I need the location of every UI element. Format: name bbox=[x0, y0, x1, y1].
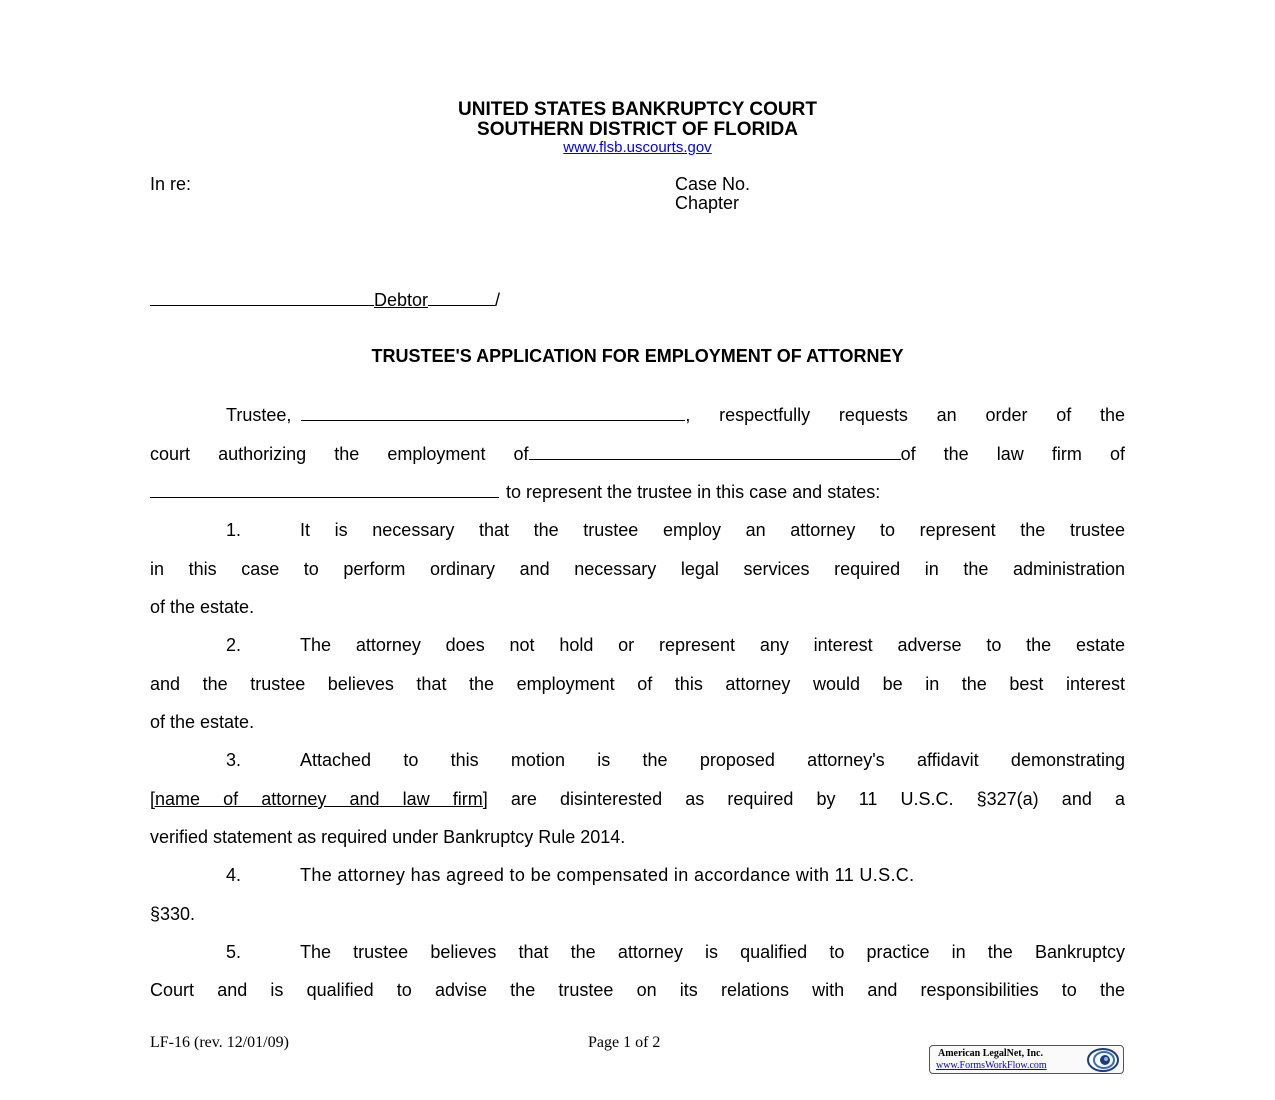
debtor-label: Debtor bbox=[374, 290, 429, 310]
paragraph-1-line-1 bbox=[150, 519, 1125, 541]
paragraph-2-line-2: and the trustee believes that the employment of this attorney would be in the best interest bbox=[150, 674, 1125, 694]
in-re-label: In re: bbox=[150, 174, 192, 194]
paragraph-4-line-1 bbox=[150, 864, 1125, 886]
form-id: LF-16 (rev. 12/01/09) bbox=[150, 1034, 289, 1051]
debtor-name-blank[interactable] bbox=[150, 289, 374, 306]
chapter-label: Chapter bbox=[675, 193, 740, 213]
paragraph-5-text: The trustee believes that the attorney is qualified to practice in the Bankruptcy bbox=[300, 942, 1125, 962]
paragraph-4-number: 4. bbox=[226, 865, 242, 885]
paragraph-3-line-3: verified statement as required under Bankruptcy Rule 2014. bbox=[150, 827, 626, 847]
paragraph-2-number: 2. bbox=[226, 635, 242, 655]
publisher-url[interactable]: www.FormsWorkFlow.com bbox=[936, 1060, 1047, 1071]
case-no-label: Case No. bbox=[675, 174, 751, 194]
attorney-name-blank[interactable] bbox=[529, 443, 901, 460]
publisher-logo[interactable] bbox=[929, 1045, 1124, 1074]
paragraph-3-number: 3. bbox=[226, 750, 242, 770]
paragraph-2-line-3: of the estate. bbox=[150, 712, 255, 732]
paragraph-5-number: 5. bbox=[226, 942, 242, 962]
intro-line-1 bbox=[150, 404, 1125, 426]
page-number: Page 1 of 2 bbox=[588, 1034, 661, 1051]
paragraph-1-number: 1. bbox=[226, 520, 242, 540]
debtor-trailing-blank bbox=[428, 289, 495, 306]
paragraph-3-line-1 bbox=[150, 749, 1125, 771]
paragraph-5-line-2: Court and is qualified to advise the trustee on its relations with and responsibilities to the bbox=[150, 980, 1125, 1000]
attorney-firm-placeholder: [name of attorney and law firm] bbox=[150, 789, 488, 809]
paragraph-4-line-2: §330. bbox=[150, 904, 196, 924]
intro-request-text: , respectfully requests an order of the bbox=[685, 405, 1125, 425]
globe-swirl-icon bbox=[1085, 1047, 1121, 1073]
trustee-label: Trustee, bbox=[226, 405, 292, 425]
paragraph-2-text: The attorney does not hold or represent any interest adverse to the estate bbox=[300, 635, 1125, 655]
paragraph-2-line-1 bbox=[150, 634, 1125, 656]
represent-text: to represent the trustee in this case and states: bbox=[506, 482, 881, 502]
court-district: SOUTHERN DISTRICT OF FLORIDA bbox=[477, 119, 798, 140]
disinterested-text: are disinterested as required by 11 U.S.C. §327(a) and a bbox=[510, 789, 1125, 809]
law-firm-blank[interactable] bbox=[150, 481, 499, 498]
paragraph-1-text: It is necessary that the trustee employ an attorney to represent the trustee bbox=[300, 520, 1125, 540]
paragraph-3-text: Attached to this motion is the proposed attorney's affidavit demonstrating bbox=[300, 750, 1125, 770]
court-name: UNITED STATES BANKRUPTCY COURT bbox=[458, 99, 817, 120]
caption-slash: / bbox=[495, 290, 501, 310]
intro-line-3 bbox=[150, 481, 1125, 503]
debtor-line bbox=[150, 289, 500, 311]
paragraph-3-line-2 bbox=[150, 788, 1125, 810]
intro-line-2 bbox=[150, 443, 1125, 465]
employment-text: court authorizing the employment of bbox=[150, 444, 529, 464]
publisher-name: American LegalNet, Inc. bbox=[938, 1048, 1043, 1059]
paragraph-1-line-3: of the estate. bbox=[150, 597, 255, 617]
paragraph-4-text: The attorney has agreed to be compensated in accordance with 11 U.S.C. bbox=[300, 865, 915, 885]
paragraph-5-line-1 bbox=[150, 941, 1125, 963]
document-title: TRUSTEE'S APPLICATION FOR EMPLOYMENT OF ATTORNEY bbox=[371, 346, 904, 366]
paragraph-1-line-2: in this case to perform ordinary and necessary legal services required in the administration bbox=[150, 559, 1125, 579]
trustee-name-blank[interactable] bbox=[301, 404, 685, 421]
law-firm-text: of the law firm of bbox=[900, 444, 1126, 464]
court-website-link[interactable]: www.flsb.uscourts.gov bbox=[563, 139, 712, 156]
